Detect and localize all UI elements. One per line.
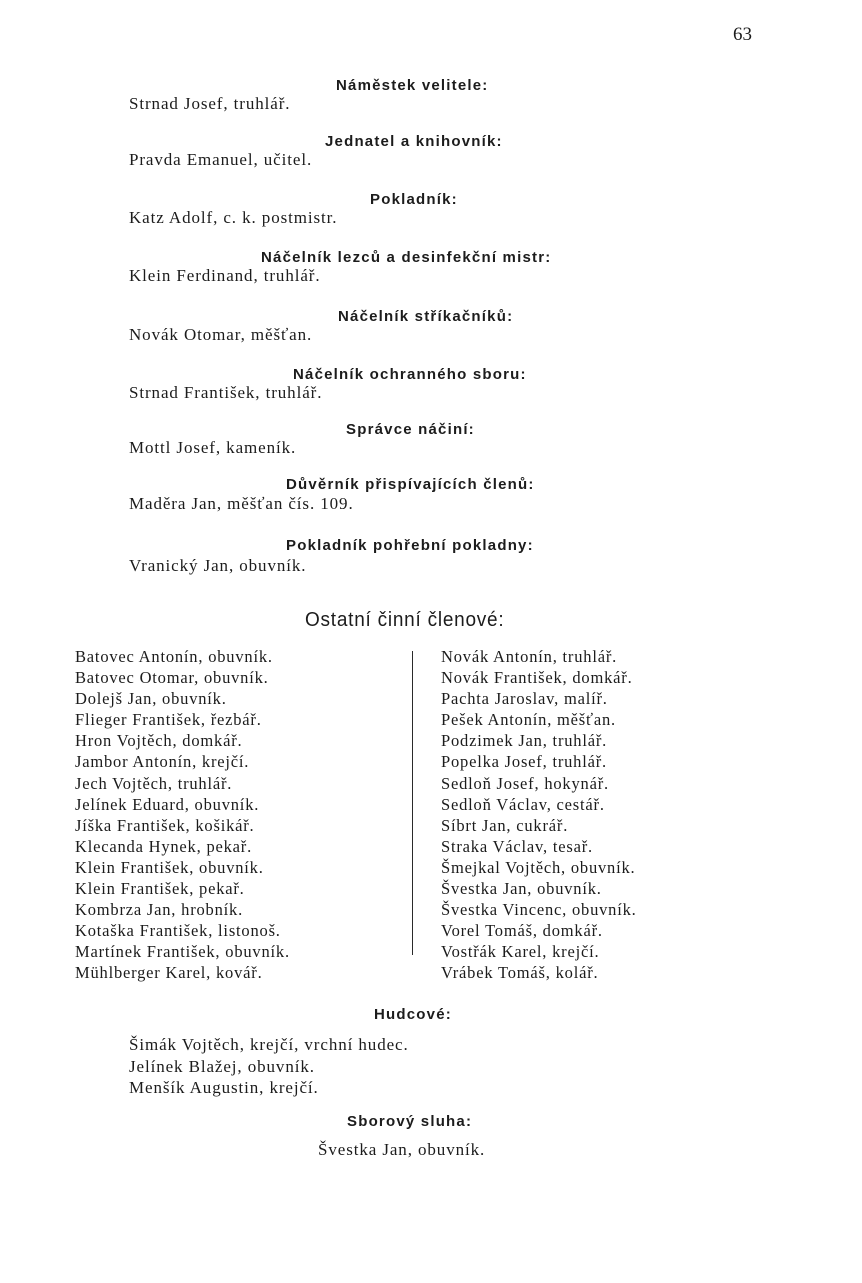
member-list-item: Batovec Otomar, obuvník. (75, 668, 269, 688)
member-list-item: Klecanda Hynek, pekař. (75, 836, 253, 856)
member-list-item: Vrábek Tomáš, kolář. (441, 963, 599, 983)
member-list-item: Jíška František, košikář. (75, 815, 255, 835)
officer-pump-chief: Novák Otomar, měšťan. (129, 325, 313, 344)
member-list-item: Švestka Jan, obuvník. (441, 879, 602, 899)
musician-list-item: Jelínek Blažej, obuvník. (129, 1056, 315, 1076)
members-right-column (441, 646, 637, 984)
members-heading: Ostatní činní členové: (305, 609, 505, 631)
member-list-item: Pešek Antonín, měšťan. (441, 710, 616, 730)
member-list-item: Klein František, obuvník. (75, 857, 264, 877)
member-list-item: Vorel Tomáš, domkář. (441, 921, 603, 941)
member-list-item: Vostřák Karel, krejčí. (441, 942, 600, 962)
heading-protection-chief: Náčelník ochranného sboru: (293, 366, 527, 383)
officer-secretary-librarian: Pravda Emanuel, učitel. (129, 150, 313, 169)
member-list-item: Batovec Antonín, obuvník. (75, 647, 273, 666)
member-list-item: Hron Vojtěch, domkář. (75, 731, 243, 751)
member-list-item: Popelka Josef, truhlář. (441, 752, 607, 772)
heading-pump-chief: Náčelník stříkačníků: (338, 308, 514, 325)
officer-supporting-members-trustee: Maděra Jan, měšťan čís. 109. (129, 494, 354, 513)
member-list-item: Švestka Vincenc, obuvník. (441, 900, 637, 920)
member-list-item: Jech Vojtěch, truhlář. (75, 773, 233, 793)
page-number: 63 (733, 24, 752, 45)
servant-entry: Švestka Jan, obuvník. (318, 1140, 486, 1159)
member-list-item: Klein František, pekař. (75, 879, 245, 899)
member-list-item: Podzimek Jan, truhlář. (441, 731, 608, 751)
member-list-item: Sedloň Josef, hokynář. (441, 773, 609, 793)
member-list-item: Flieger František, řezbář. (75, 710, 262, 730)
musicians-list (129, 1034, 409, 1099)
member-list-item: Jelínek Eduard, obuvník. (75, 794, 260, 814)
officer-funeral-fund-treasurer: Vranický Jan, obuvník. (129, 556, 307, 575)
member-list-item: Martínek František, obuvník. (75, 942, 290, 962)
member-list-item: Jambor Antonín, krejčí. (75, 752, 250, 772)
officer-treasurer: Katz Adolf, c. k. postmistr. (129, 208, 338, 227)
member-list-item: Sedloň Václav, cestář. (441, 794, 605, 814)
musicians-heading: Hudcové: (374, 1006, 452, 1023)
heading-equipment-manager: Správce náčiní: (346, 421, 475, 438)
member-list-item: Síbrt Jan, cukrář. (441, 815, 569, 835)
member-list-item: Novák František, domkář. (441, 668, 633, 688)
heading-treasurer: Pokladník: (370, 191, 458, 208)
member-list-item: Dolejš Jan, obuvník. (75, 689, 227, 709)
member-list-item: Pachta Jaroslav, malíř. (441, 689, 608, 709)
members-left-column (75, 646, 290, 984)
member-list-item: Novák Antonín, truhlář. (441, 647, 618, 666)
member-list-item: Kotaška František, listonoš. (75, 921, 281, 941)
musician-list-item: Šimák Vojtěch, krejčí, vrchní hudec. (129, 1035, 409, 1054)
member-list-item: Kombrza Jan, hrobník. (75, 900, 244, 920)
officer-equipment-manager: Mottl Josef, kameník. (129, 438, 297, 457)
heading-climbers-chief: Náčelník lezců a desinfekční mistr: (261, 249, 552, 266)
officer-deputy-commander: Strnad Josef, truhlář. (129, 94, 291, 113)
heading-supporting-members-trustee: Důvěrník přispívajících členů: (286, 476, 535, 493)
heading-secretary-librarian: Jednatel a knihovník: (325, 133, 503, 150)
officer-climbers-chief: Klein Ferdinand, truhlář. (129, 266, 321, 285)
heading-deputy-commander: Náměstek velitele: (336, 77, 489, 94)
servant-heading: Sborový sluha: (347, 1113, 473, 1130)
member-list-item: Šmejkal Vojtěch, obuvník. (441, 857, 636, 877)
musician-list-item: Menšík Augustin, krejčí. (129, 1078, 319, 1097)
member-list-item: Straka Václav, tesař. (441, 836, 593, 856)
column-divider (412, 651, 413, 955)
officer-protection-chief: Strnad František, truhlář. (129, 383, 323, 402)
member-list-item: Mühlberger Karel, kovář. (75, 963, 263, 983)
heading-funeral-fund-treasurer: Pokladník pohřební pokladny: (286, 537, 534, 554)
